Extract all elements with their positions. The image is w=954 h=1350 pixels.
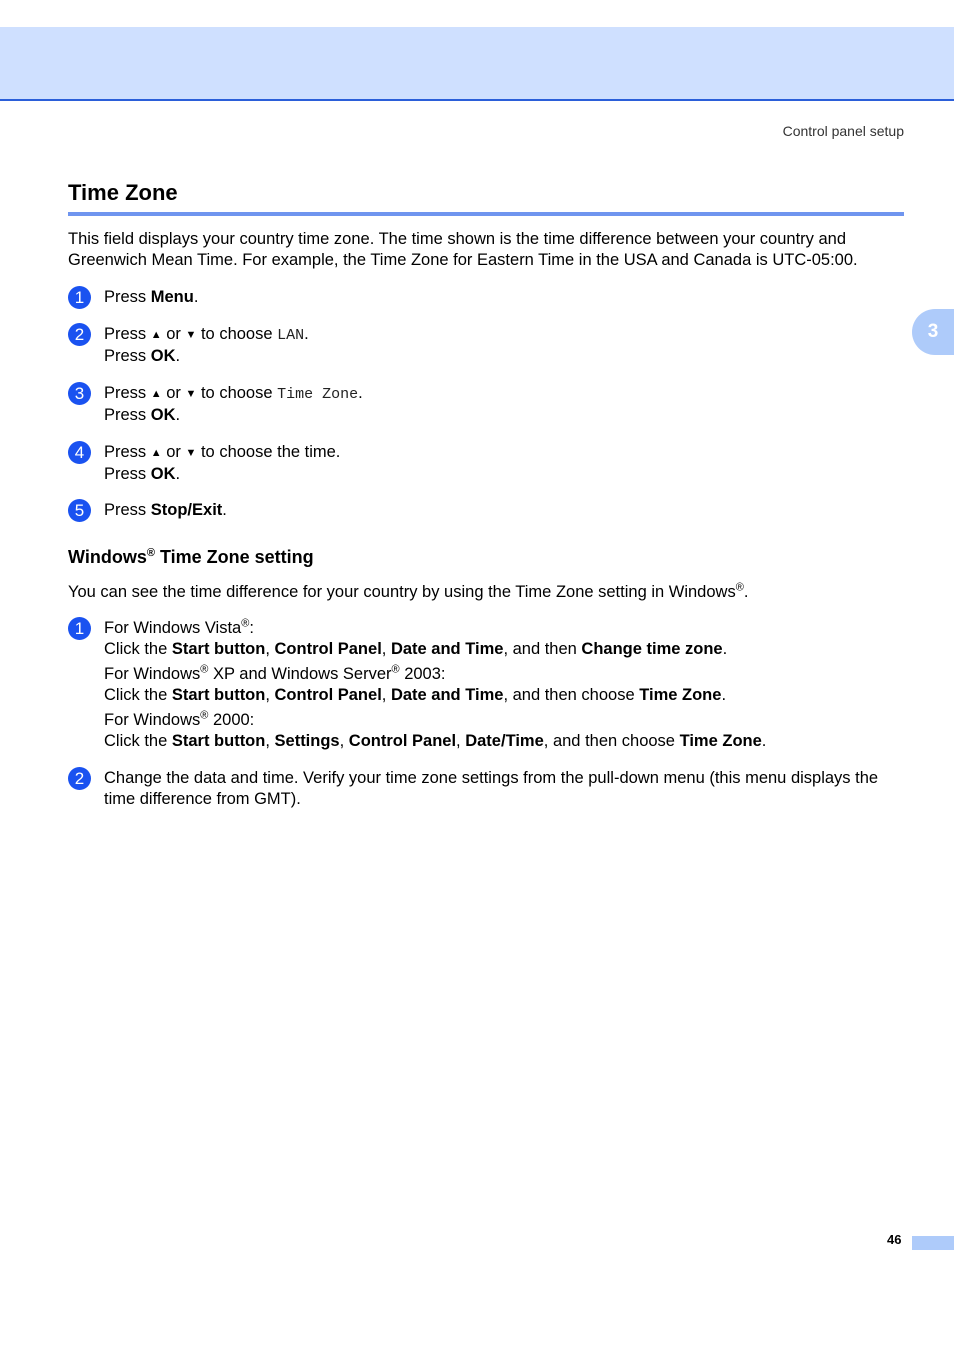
page-number: 46 xyxy=(887,1232,902,1247)
windows-step-1 xyxy=(68,618,904,752)
key-ok: OK xyxy=(150,406,176,424)
key-ok: OK xyxy=(150,347,176,365)
up-arrow-icon: ▲ xyxy=(150,329,162,341)
step-number: 1 xyxy=(68,286,91,309)
step-1: 1 Press Menu. xyxy=(68,287,904,308)
section-intro: This field displays your country time zone. The time shown is the time difference between your country and Greenwich Mean Time. For example, the Time Zone for Eastern Time in the USA and Canada is UTC-05:00. xyxy=(68,230,858,269)
windows-step-2: 2 Change the data and time. Verify your time zone settings from the pull-down menu (this menu displays the time difference from GMT). xyxy=(68,768,904,810)
menu-option-time-zone: Time Zone xyxy=(277,386,359,403)
step-3: 3 Press ▲ or ▼ to choose Time Zone. Press OK. xyxy=(68,383,904,426)
time-zone-steps xyxy=(68,287,904,521)
step-2: 2 Press ▲ or ▼ to choose LAN. Press OK. xyxy=(68,324,904,367)
xp-instructions: For Windows® XP and Windows Server® 2003: Click the Start button, Control Panel, Date and Time, and then choose Time Zone. xyxy=(104,663,727,704)
header-band xyxy=(0,27,954,101)
key-ok: OK xyxy=(150,465,176,483)
windows-intro: You can see the time difference for your country by using the Time Zone setting in Windows®. xyxy=(68,581,749,601)
w2000-instructions: For Windows® 2000: Click the Start button, Settings, Control Panel, Date/Time, and then choose Time Zone. xyxy=(104,709,767,750)
running-head: Control panel setup xyxy=(782,123,904,139)
key-menu: Menu xyxy=(150,288,194,306)
key-stop-exit: Stop/Exit xyxy=(150,501,223,519)
up-arrow-icon: ▲ xyxy=(150,447,162,459)
step-4: 4 Press ▲ or ▼ to choose the time. Press OK. xyxy=(68,442,904,485)
step-number: 5 xyxy=(68,499,91,522)
step-number: 3 xyxy=(68,382,91,405)
menu-option-lan: LAN xyxy=(277,327,305,344)
up-arrow-icon: ▲ xyxy=(150,388,162,400)
down-arrow-icon: ▼ xyxy=(185,329,197,341)
chapter-tab: 3 xyxy=(912,309,954,355)
step-number: 2 xyxy=(68,767,91,790)
windows-subsection-title: Windows® Time Zone setting xyxy=(68,547,314,567)
section-title: Time Zone xyxy=(68,178,904,216)
vista-instructions: For Windows Vista®: Click the Start button, Control Panel, Date and Time, and then Change time zone. xyxy=(104,617,728,658)
page-content xyxy=(68,178,904,810)
step-5: 5 Press Stop/Exit. xyxy=(68,500,904,521)
down-arrow-icon: ▼ xyxy=(185,388,197,400)
footer-bar xyxy=(912,1236,954,1250)
step-number: 1 xyxy=(68,617,91,640)
down-arrow-icon: ▼ xyxy=(185,447,197,459)
step-number: 2 xyxy=(68,323,91,346)
step-number: 4 xyxy=(68,441,91,464)
